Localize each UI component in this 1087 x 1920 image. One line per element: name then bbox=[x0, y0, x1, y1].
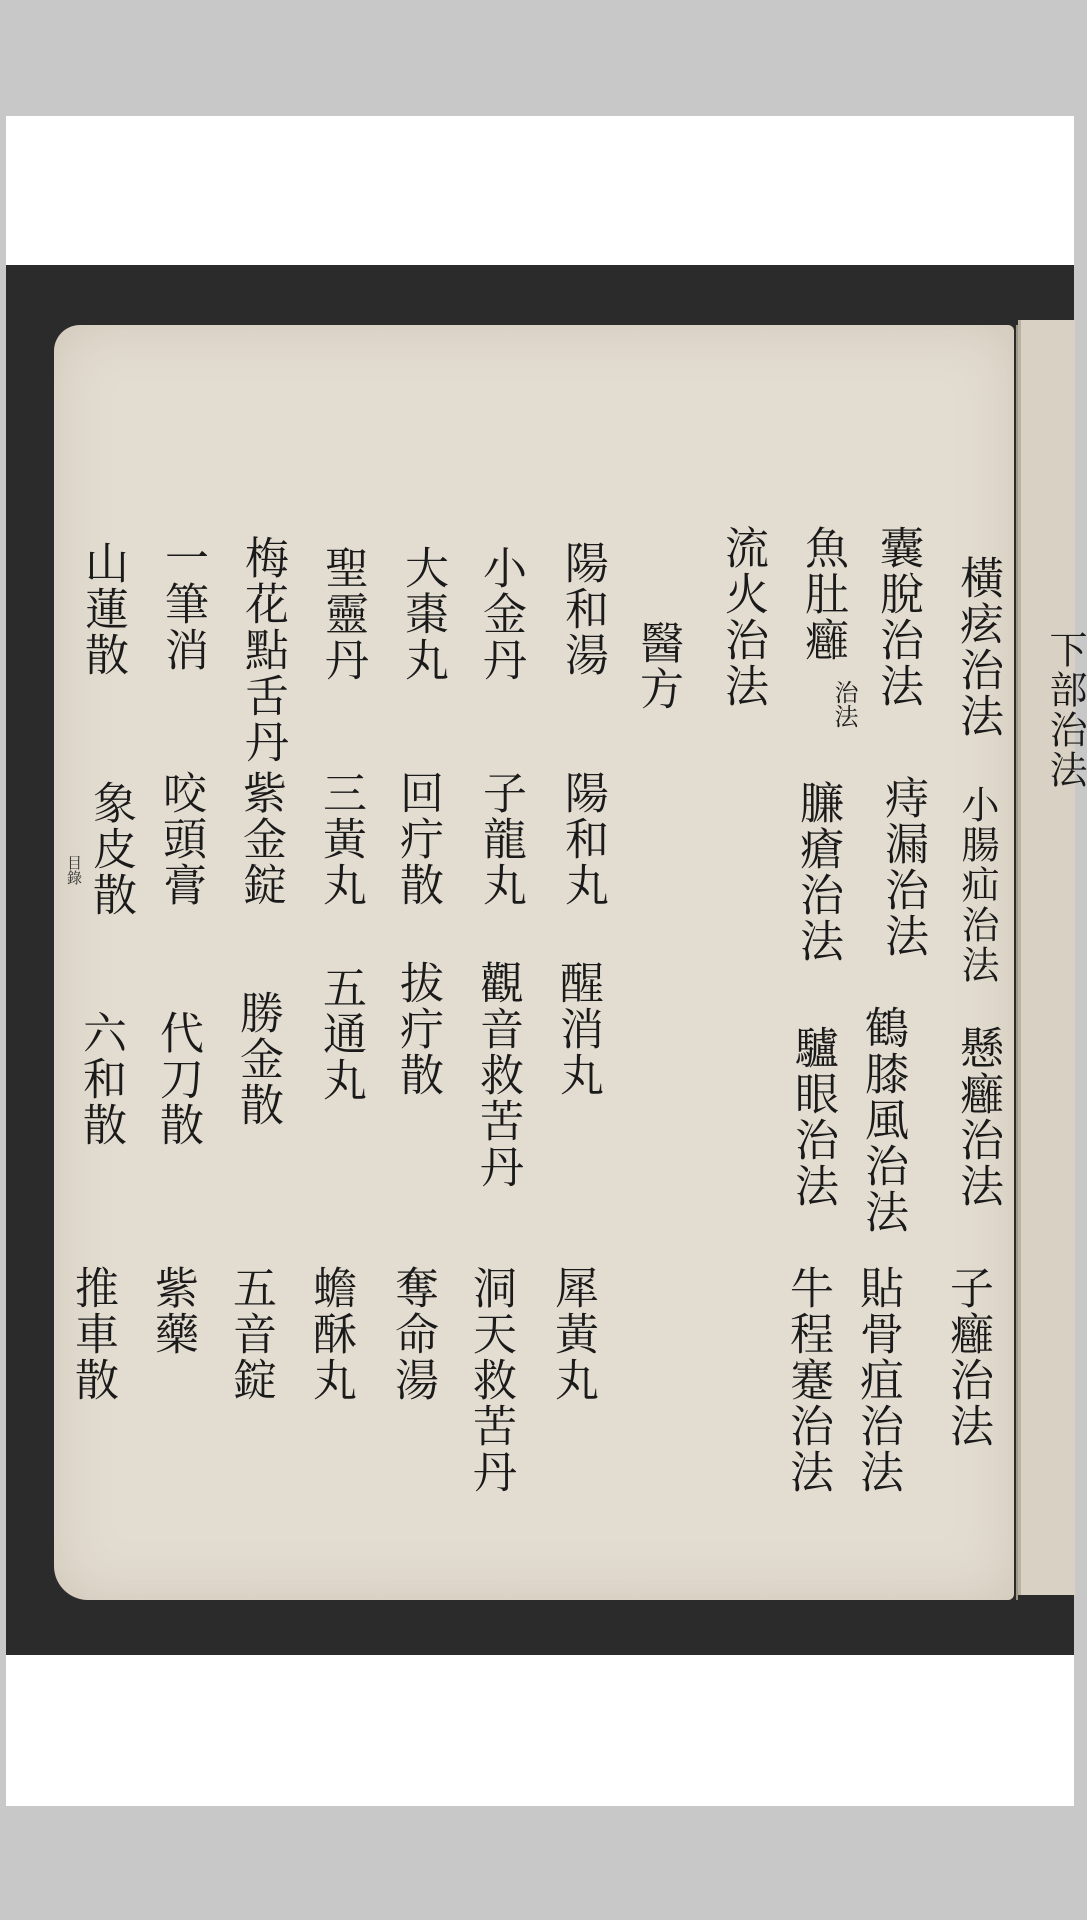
formula-item: 陽和丸 bbox=[557, 770, 608, 908]
method-col2-item: 痔漏治法 bbox=[877, 775, 928, 959]
formula-item: 勝金散 bbox=[232, 990, 283, 1128]
method-col1-item: 橫痃治法 bbox=[952, 555, 1003, 739]
formula-item: 觀音救苦丹 bbox=[472, 960, 523, 1190]
formula-item: 大棗丸 bbox=[397, 545, 448, 683]
formula-item: 咬頭膏 bbox=[155, 770, 206, 908]
method-col1-item: 子癰治法 bbox=[942, 1265, 993, 1449]
formula-item: 小金丹 bbox=[475, 545, 526, 683]
method-col3-item: 牛程蹇治法 bbox=[782, 1265, 833, 1495]
formula-item: 三黃丸 bbox=[315, 770, 366, 908]
formula-item: 回疔散 bbox=[392, 770, 443, 908]
formula-item: 五音錠 bbox=[225, 1265, 276, 1403]
method-col2-item: 鶴膝風治法 bbox=[857, 1005, 908, 1235]
formula-item: 奪命湯 bbox=[387, 1265, 438, 1403]
method-col2-item: 囊脫治法 bbox=[872, 525, 923, 709]
formula-item: 推車散 bbox=[67, 1265, 118, 1403]
formula-item: 拔疔散 bbox=[392, 960, 443, 1098]
method-col1-item: 小腸疝治法 bbox=[955, 785, 999, 985]
formula-item: 聖靈丹 bbox=[317, 545, 368, 683]
margin-note: 目錄 bbox=[65, 855, 83, 885]
method-col4-item: 流火治法 bbox=[717, 525, 768, 709]
edge-title: 下部治法 bbox=[1043, 630, 1087, 790]
adjacent-page-edge bbox=[1018, 320, 1075, 1595]
section-heading: 醫方 bbox=[632, 620, 683, 712]
method-col3-item: 魚肚癰 bbox=[797, 525, 848, 663]
formula-item: 五通丸 bbox=[315, 965, 366, 1103]
method-col3-item: 臁瘡治法 bbox=[792, 780, 843, 964]
method-col2-item: 貼骨疽治法 bbox=[852, 1265, 903, 1495]
formula-item: 犀黃丸 bbox=[547, 1265, 598, 1403]
formula-item: 六和散 bbox=[75, 1010, 126, 1148]
formula-item: 紫金錠 bbox=[235, 770, 286, 908]
method-col3-item: 驢眼治法 bbox=[787, 1025, 838, 1209]
formula-item: 子龍丸 bbox=[475, 770, 526, 908]
formula-item: 蟾酥丸 bbox=[305, 1265, 356, 1403]
formula-item: 代刀散 bbox=[152, 1010, 203, 1148]
formula-item: 一筆消 bbox=[157, 535, 208, 673]
formula-item: 醒消丸 bbox=[552, 960, 603, 1098]
formula-item: 梅花點舌丹 bbox=[237, 535, 288, 765]
formula-item: 洞天救苦丹 bbox=[465, 1265, 516, 1495]
formula-item: 紫藥 bbox=[147, 1265, 198, 1357]
formula-item: 山蓮散 bbox=[77, 540, 128, 678]
method-col3-subnote: 治法 bbox=[830, 680, 858, 728]
method-col1-item: 懸癰治法 bbox=[952, 1025, 1003, 1209]
formula-item: 象皮散 bbox=[85, 780, 136, 918]
formula-item: 陽和湯 bbox=[557, 540, 608, 678]
